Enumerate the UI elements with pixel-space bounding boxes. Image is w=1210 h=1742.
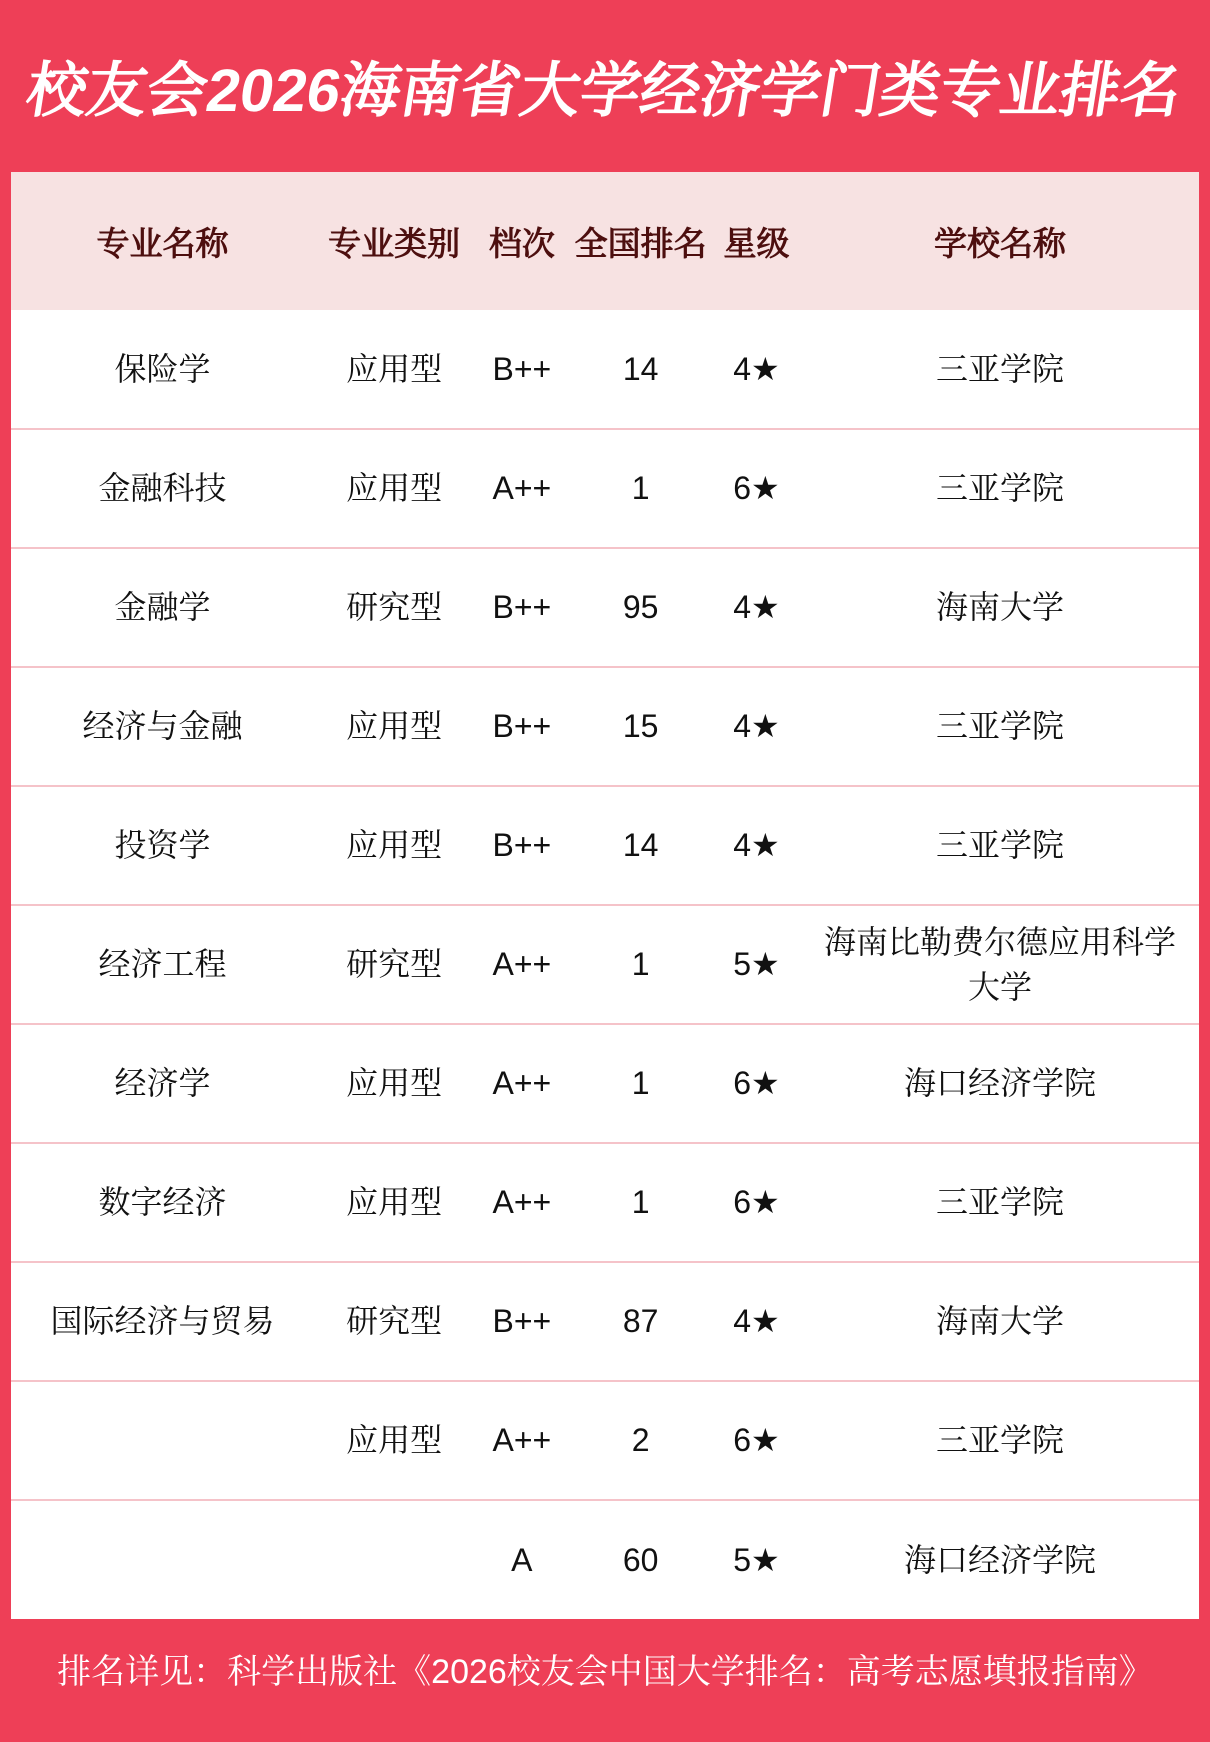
footer-note: 排名详见：科学出版社《2026校友会中国大学排名：高考志愿填报指南》 xyxy=(57,1652,1153,1691)
cell-major-name: 金融学 xyxy=(11,548,314,667)
table-row xyxy=(11,429,1199,548)
cell-grade: B++ xyxy=(474,1262,569,1381)
column-header-major-name: 专业名称 xyxy=(11,172,314,310)
cell-national-rank: 15 xyxy=(569,667,712,786)
cell-school-name: 三亚学院 xyxy=(801,667,1199,786)
cell-major-name: 金融科技 xyxy=(11,429,314,548)
cell-national-rank: 1 xyxy=(569,1024,712,1143)
cell-major-name: 保险学 xyxy=(114,350,211,387)
cell-category: 应用型 xyxy=(314,1381,474,1500)
cell-star-rating: 6★ xyxy=(712,1024,801,1143)
column-header-school-name: 学校名称 xyxy=(801,172,1199,310)
cell-category: 研究型 xyxy=(314,548,474,667)
cell-category: 应用型 xyxy=(314,667,474,786)
cell-school-name: 海口经济学院 xyxy=(801,1500,1199,1619)
column-header-star-rating: 星级 xyxy=(712,172,801,310)
table-body xyxy=(11,310,1199,1619)
title-bar xyxy=(0,0,1210,172)
cell-major-name: 经济学 xyxy=(11,1024,314,1143)
table-row xyxy=(11,905,1199,1024)
cell-star-rating: 4★ xyxy=(712,667,801,786)
column-header-grade: 档次 xyxy=(474,172,569,310)
table-row xyxy=(11,1262,1199,1381)
cell-grade: A++ xyxy=(474,1143,569,1262)
cell-star-rating: 5★ xyxy=(712,905,801,1024)
cell-school-name: 海口经济学院 xyxy=(801,1024,1199,1143)
cell-grade: A++ xyxy=(474,1024,569,1143)
cell-grade: B++ xyxy=(474,667,569,786)
cell-major-name: 经济与金融 xyxy=(11,667,314,786)
cell-school-name: 三亚学院 xyxy=(801,786,1199,905)
table-row xyxy=(11,1500,1199,1619)
cell-category: 应用型 xyxy=(314,1143,474,1262)
cell-national-rank: 87 xyxy=(569,1262,712,1381)
cell-school-name: 三亚学院 xyxy=(801,1381,1199,1500)
cell-star-rating: 4★ xyxy=(733,350,780,387)
table-row xyxy=(11,1143,1199,1262)
cell-school-name: 海南大学 xyxy=(801,1262,1199,1381)
cell-major-name: 投资学 xyxy=(11,786,314,905)
cell-star-rating: 6★ xyxy=(712,1381,801,1500)
cell-grade: A++ xyxy=(474,429,569,548)
cell-grade: A xyxy=(474,1500,569,1619)
cell-grade: B++ xyxy=(474,786,569,905)
cell-school-name: 海南比勒费尔德应用科学大学 xyxy=(801,905,1199,1024)
page-title: 校友会2026海南省大学经济学门类专业排名 xyxy=(22,57,1187,124)
cell-school-name: 三亚学院 xyxy=(935,350,1064,387)
cell-major-name: 经济工程 xyxy=(11,905,314,1024)
cell-grade: A++ xyxy=(474,905,569,1024)
cell-category: 应用型 xyxy=(346,350,443,387)
cell-national-rank: 1 xyxy=(569,1143,712,1262)
table-row xyxy=(11,1381,1199,1500)
cell-star-rating: 6★ xyxy=(712,1143,801,1262)
table-row xyxy=(11,548,1199,667)
cell-national-rank: 95 xyxy=(569,548,712,667)
cell-major-name xyxy=(11,1500,314,1619)
cell-national-rank: 14 xyxy=(569,786,712,905)
cell-category: 研究型 xyxy=(314,1262,474,1381)
table-row xyxy=(11,667,1199,786)
cell-major-name: 国际经济与贸易 xyxy=(11,1262,314,1381)
column-header-category: 专业类别 xyxy=(314,172,474,310)
cell-grade: B++ xyxy=(492,350,552,387)
table-header xyxy=(11,172,1199,310)
table-row xyxy=(11,310,1199,429)
cell-national-rank: 2 xyxy=(569,1381,712,1500)
cell-star-rating: 4★ xyxy=(712,1262,801,1381)
cell-star-rating: 4★ xyxy=(712,786,801,905)
cell-category xyxy=(314,1500,474,1619)
table-row xyxy=(11,1024,1199,1143)
table-panel xyxy=(11,172,1199,1619)
header-row xyxy=(11,172,1199,310)
cell-school-name: 海南大学 xyxy=(801,548,1199,667)
cell-star-rating: 4★ xyxy=(712,548,801,667)
cell-star-rating: 6★ xyxy=(712,429,801,548)
cell-star-rating: 5★ xyxy=(712,1500,801,1619)
cell-major-name: 数字经济 xyxy=(11,1143,314,1262)
cell-category: 应用型 xyxy=(314,1024,474,1143)
cell-grade: A++ xyxy=(474,1381,569,1500)
rankings-table xyxy=(11,172,1199,1619)
cell-national-rank: 14 xyxy=(622,350,659,387)
cell-school-name: 三亚学院 xyxy=(801,429,1199,548)
footer-bar xyxy=(0,1619,1210,1717)
cell-grade: B++ xyxy=(474,548,569,667)
cell-national-rank: 1 xyxy=(569,905,712,1024)
cell-category: 应用型 xyxy=(314,429,474,548)
cell-national-rank: 60 xyxy=(569,1500,712,1619)
cell-category: 应用型 xyxy=(314,786,474,905)
cell-category: 研究型 xyxy=(314,905,474,1024)
table-row xyxy=(11,786,1199,905)
cell-major-name xyxy=(11,1381,314,1500)
cell-school-name: 三亚学院 xyxy=(801,1143,1199,1262)
cell-national-rank: 1 xyxy=(569,429,712,548)
column-header-national-rank: 全国排名 xyxy=(569,172,712,310)
